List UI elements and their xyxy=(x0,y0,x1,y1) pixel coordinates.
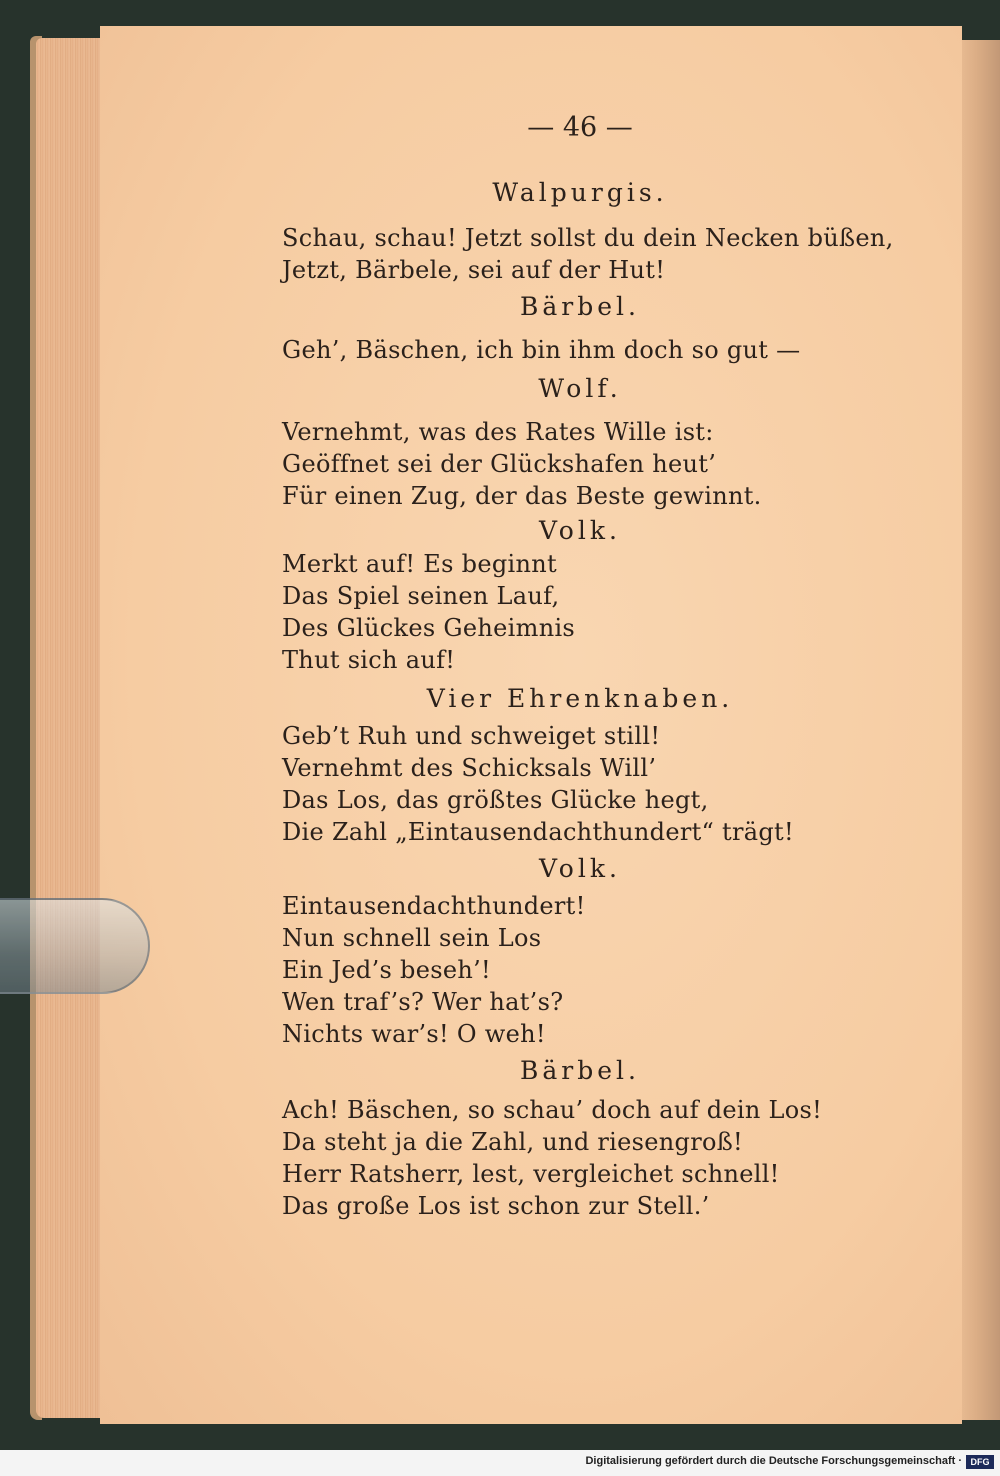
speaker-heading: Volk. xyxy=(539,516,621,545)
verse-line: Des Glückes Geheimnis xyxy=(282,614,576,642)
verse-line: Vernehmt, was des Rates Wille ist: xyxy=(282,418,714,446)
page-edges xyxy=(36,38,106,1418)
verse-line: Eintausendachthundert! xyxy=(282,892,586,920)
verse-line: Das große Los ist schon zur Stell.’ xyxy=(282,1192,710,1220)
verse-line: Merkt auf! Es beginnt xyxy=(282,550,557,578)
verse-line: Herr Ratsherr, lest, vergleichet schnell! xyxy=(282,1160,780,1188)
verse-line: Nun schnell sein Los xyxy=(282,924,542,952)
speaker-heading: Walpurgis. xyxy=(492,178,668,207)
speaker-heading: Bärbel. xyxy=(520,1056,640,1085)
verse-line: Geh’, Bäschen, ich bin ihm doch so gut — xyxy=(282,336,801,364)
verse-line: Wen traf’s? Wer hat’s? xyxy=(282,988,564,1016)
verse-line: Das Los, das größtes Glücke hegt, xyxy=(282,786,709,814)
verse-line: Geöffnet sei der Glückshafen heut’ xyxy=(282,450,717,478)
verse-line: Da steht ja die Zahl, und riesengroß! xyxy=(282,1128,743,1156)
book-clip xyxy=(0,898,150,994)
verse-line: Vernehmt des Schicksals Will’ xyxy=(282,754,657,782)
verse-line: Thut sich auf! xyxy=(282,646,456,674)
verse-line: Die Zahl „Eintausendachthundert“ trägt! xyxy=(282,818,794,846)
dfg-logo-icon: DFG xyxy=(966,1455,994,1469)
speaker-heading: Wolf. xyxy=(538,374,622,403)
verse-line: Schau, schau! Jetzt sollst du dein Necken büßen, xyxy=(282,224,894,252)
verse-line: Ach! Bäschen, so schau’ doch auf dein Los! xyxy=(282,1096,823,1124)
verse-line: Für einen Zug, der das Beste gewinnt. xyxy=(282,482,762,510)
verse-line: Ein Jed’s beseh’! xyxy=(282,956,491,984)
speaker-heading: Volk. xyxy=(539,854,621,883)
verse-line: Nichts war’s! O weh! xyxy=(282,1020,546,1048)
digitization-footer xyxy=(0,1450,1000,1476)
speaker-heading: Bärbel. xyxy=(520,292,640,321)
verse-line: Jetzt, Bärbele, sei auf der Hut! xyxy=(282,256,666,284)
verse-line: Das Spiel seinen Lauf, xyxy=(282,582,560,610)
page-number: — 46 — xyxy=(527,112,633,143)
speaker-heading: Vier Ehrenknaben. xyxy=(426,684,734,713)
next-page-edge xyxy=(960,40,1000,1420)
funding-notice: Digitalisierung gefördert durch die Deutsche Forschungsgemeinschaft · xyxy=(585,1455,962,1467)
verse-line: Geb’t Ruh und schweiget still! xyxy=(282,722,661,750)
